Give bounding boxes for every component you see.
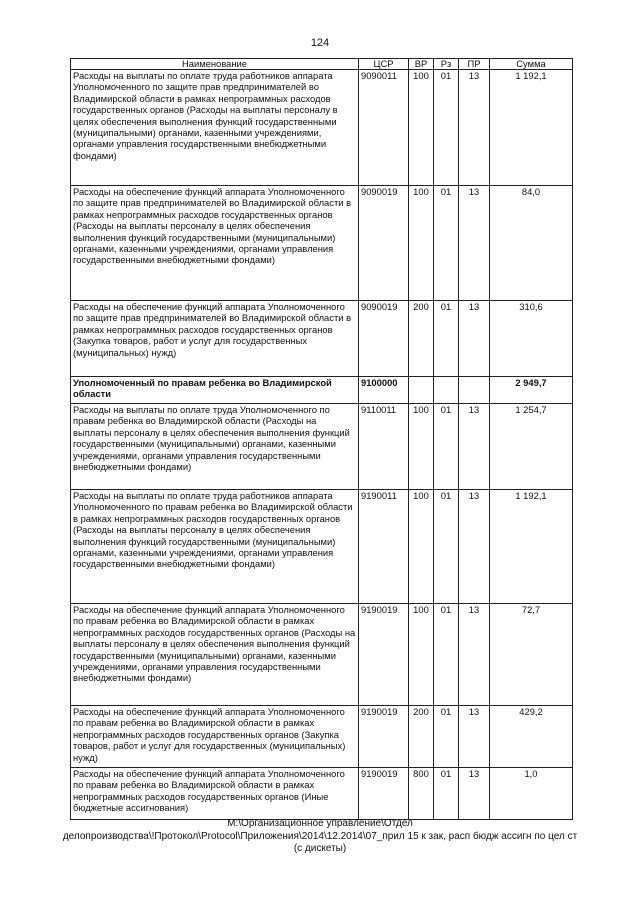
- header-sum: Сумма: [490, 59, 573, 70]
- cell-name: Расходы на обеспечение функций аппарата Уполномоченного по правам ребенка во Владимирской области в рамках непрограммных расходов государственных органов (Иные бюджетные ассигнования): [71, 768, 359, 820]
- cell-pr: 13: [459, 604, 490, 706]
- cell-sum: 84,0: [490, 186, 573, 301]
- table-row: [71, 490, 573, 604]
- cell-sum: 310,6: [490, 301, 573, 377]
- file-path-footer: [0, 818, 640, 856]
- cell-csr: 9110011: [359, 404, 409, 490]
- cell-csr: 9090019: [359, 186, 409, 301]
- header-vr: ВР: [409, 59, 434, 70]
- cell-rz: 01: [434, 706, 459, 768]
- cell-vr: [409, 377, 434, 404]
- cell-rz: [434, 377, 459, 404]
- cell-csr: 9190011: [359, 490, 409, 604]
- cell-rz: 01: [434, 490, 459, 604]
- footer-line-3: (с дискеты): [293, 843, 347, 854]
- table-row: [71, 377, 573, 404]
- cell-name: Расходы на обеспечение функций аппарата Уполномоченного по защите прав предпринимателей во Владимирской области в рамках непрограммных расходов государственных органов (Закупка товаров, работ и услуг для государственных (муниципальных) нужд): [71, 301, 359, 377]
- cell-vr: 100: [409, 404, 434, 490]
- header-csr: ЦСР: [359, 59, 409, 70]
- table-row: [71, 604, 573, 706]
- cell-name: Уполномоченный по правам ребенка во Владимирской области: [71, 377, 359, 404]
- cell-pr: 13: [459, 706, 490, 768]
- cell-name: Расходы на выплаты по оплате труда работников аппарата Уполномоченного по защите прав предпринимателей во Владимирской области в рамках непрограммных расходов государственных органов (Расходы на выплаты персоналу в целях обеспечения выполнения функций государственными (муниципальными) органами, казенными учреждениями, органами управления государственными внебюджетными фондами): [71, 70, 359, 186]
- cell-pr: 13: [459, 768, 490, 820]
- page-number: 124: [310, 37, 330, 49]
- cell-csr: 9090019: [359, 301, 409, 377]
- cell-sum: 1 192,1: [490, 490, 573, 604]
- cell-pr: 13: [459, 490, 490, 604]
- cell-vr: 100: [409, 70, 434, 186]
- cell-vr: 100: [409, 490, 434, 604]
- cell-name: Расходы на обеспечение функций аппарата Уполномоченного по правам ребенка во Владимирской области в рамках непрограммных расходов государственных органов (Расходы на выплаты персоналу в целях обеспечения выполнения функций государственными (муниципальными) органами, казенными учреждениями, органами управления государственными внебюджетными фондами): [71, 604, 359, 706]
- cell-pr: 13: [459, 70, 490, 186]
- cell-pr: 13: [459, 301, 490, 377]
- table-header-row: [71, 59, 573, 70]
- cell-rz: 01: [434, 186, 459, 301]
- table-row: [71, 70, 573, 186]
- footer-line-2: делопроизводства\!Протокол\Protocol\Приложения\2014\12.2014\07_прил 15 к зак, расп бюдж ассигн по цел ст: [62, 830, 578, 842]
- cell-csr: 9190019: [359, 706, 409, 768]
- cell-vr: 200: [409, 301, 434, 377]
- cell-sum: 1 192,1: [490, 70, 573, 186]
- cell-csr: 9090011: [359, 70, 409, 186]
- cell-pr: 13: [459, 186, 490, 301]
- header-name: Наименование: [71, 59, 359, 70]
- cell-sum: 429,2: [490, 706, 573, 768]
- cell-sum: 72,7: [490, 604, 573, 706]
- cell-rz: 01: [434, 604, 459, 706]
- cell-sum: 1 254,7: [490, 404, 573, 490]
- cell-pr: [459, 377, 490, 404]
- cell-sum: 2 949,7: [490, 377, 573, 404]
- cell-vr: 200: [409, 706, 434, 768]
- cell-csr: 9100000: [359, 377, 409, 404]
- table-row: [71, 768, 573, 820]
- cell-vr: 100: [409, 604, 434, 706]
- cell-name: Расходы на выплаты по оплате труда работников аппарата Уполномоченного по правам ребенка во Владимирской области в рамках непрограммных расходов государственных органов (Расходы на выплаты персоналу в целях обеспечения выполнения функций государственными (муниципальными) органами, казенными учреждениями, органами управления государственными внебюджетными фондами): [71, 490, 359, 604]
- cell-rz: 01: [434, 70, 459, 186]
- cell-rz: 01: [434, 404, 459, 490]
- table-row: [71, 404, 573, 490]
- cell-rz: 01: [434, 768, 459, 820]
- header-pr: ПР: [459, 59, 490, 70]
- footer-line-1: M:\Организационное управление\Отдел: [227, 818, 413, 829]
- cell-name: Расходы на выплаты по оплате труда Уполномоченного по правам ребенка во Владимирской области (Расходы на выплаты персоналу в целях обеспечения выполнения функций государственными (муниципальными) органами, казенными учреждениями, органами управления государственными внебюджетными фондами): [71, 404, 359, 490]
- cell-pr: 13: [459, 404, 490, 490]
- cell-name: Расходы на обеспечение функций аппарата Уполномоченного по правам ребенка во Владимирской области в рамках непрограммных расходов государственных органов (Закупка товаров, работ и услуг для государственных (муниципальных) нужд): [71, 706, 359, 768]
- table-row: [71, 706, 573, 768]
- table-row: [71, 186, 573, 301]
- cell-sum: 1,0: [490, 768, 573, 820]
- cell-vr: 800: [409, 768, 434, 820]
- table-row: [71, 301, 573, 377]
- budget-table: [70, 58, 573, 820]
- header-rz: Рз: [434, 59, 459, 70]
- cell-vr: 100: [409, 186, 434, 301]
- cell-name: Расходы на обеспечение функций аппарата Уполномоченного по защите прав предпринимателей во Владимирской области в рамках непрограммных расходов государственных органов (Расходы на выплаты персоналу в целях обеспечения выполнения функций государственными (муниципальными) органами, казенными учреждениями, органами управления государственными внебюджетными фондами): [71, 186, 359, 301]
- cell-csr: 9190019: [359, 768, 409, 820]
- cell-rz: 01: [434, 301, 459, 377]
- cell-csr: 9190019: [359, 604, 409, 706]
